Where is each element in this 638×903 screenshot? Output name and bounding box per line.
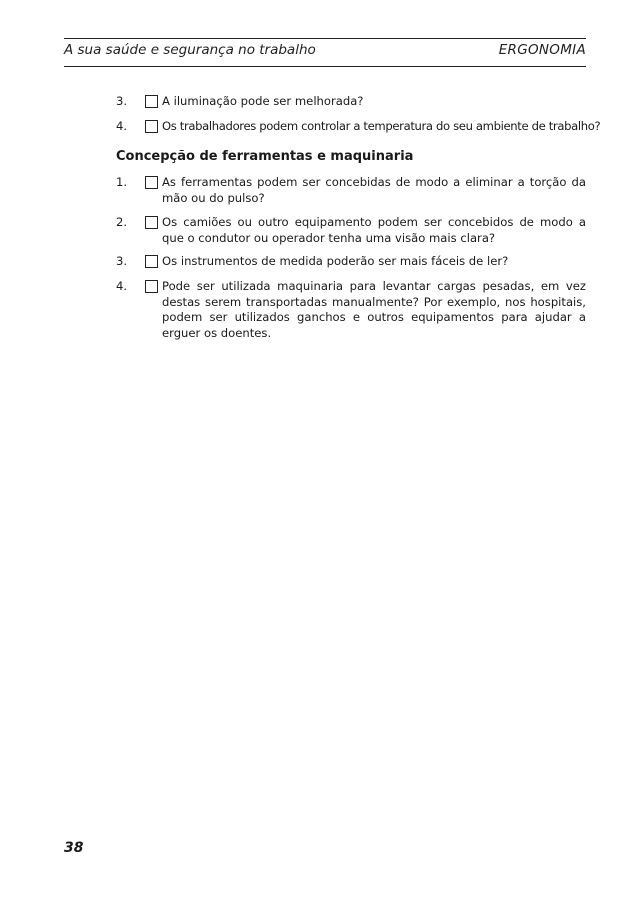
checkbox[interactable] (145, 95, 158, 108)
item-text: Os instrumentos de medida poderão ser mais fáceis de ler? (162, 254, 509, 268)
page-number: 38 (64, 840, 84, 856)
checklist-item (116, 119, 601, 135)
section-heading: Concepção de ferramentas e maquinaria (116, 149, 414, 164)
running-header-title: A sua saúde e segurança no trabalho (64, 42, 316, 58)
item-number: 3. (116, 94, 128, 108)
item-number: 4. (116, 279, 128, 293)
checkbox[interactable] (145, 216, 158, 229)
header-bottom-rule (64, 66, 586, 67)
item-number: 2. (116, 215, 128, 229)
checkbox[interactable] (145, 255, 158, 268)
running-header-section: ERGONOMIA (498, 42, 586, 58)
checkbox[interactable] (145, 120, 158, 133)
item-number: 1. (116, 175, 128, 189)
checklist-item (116, 279, 586, 341)
checklist-item (116, 254, 586, 270)
item-number: 4. (116, 119, 128, 133)
item-number: 3. (116, 254, 128, 268)
checkbox[interactable] (145, 280, 158, 293)
item-text: Pode ser utilizada maquinaria para levantar cargas pesadas, em vez destas serem transportadas manualmente? Por exemplo, nos hospitais, podem ser utilizados ganchos e outros equipamentos para ajudar a erguer os doentes. (162, 279, 586, 340)
checklist-item (116, 94, 586, 110)
item-text: A iluminação pode ser melhorada? (162, 94, 364, 108)
item-text: Os trabalhadores podem controlar a temperatura do seu ambiente de trabalho? (162, 119, 601, 133)
checklist-item (116, 175, 586, 206)
header-top-rule (64, 38, 586, 39)
checkbox[interactable] (145, 176, 158, 189)
checklist-item (116, 215, 586, 246)
item-text: As ferramentas podem ser concebidas de modo a eliminar a torção da mão ou do pulso? (162, 175, 586, 205)
item-text: Os camiões ou outro equipamento podem ser concebidos de modo a que o condutor ou operador tenha uma visão mais clara? (162, 215, 586, 245)
